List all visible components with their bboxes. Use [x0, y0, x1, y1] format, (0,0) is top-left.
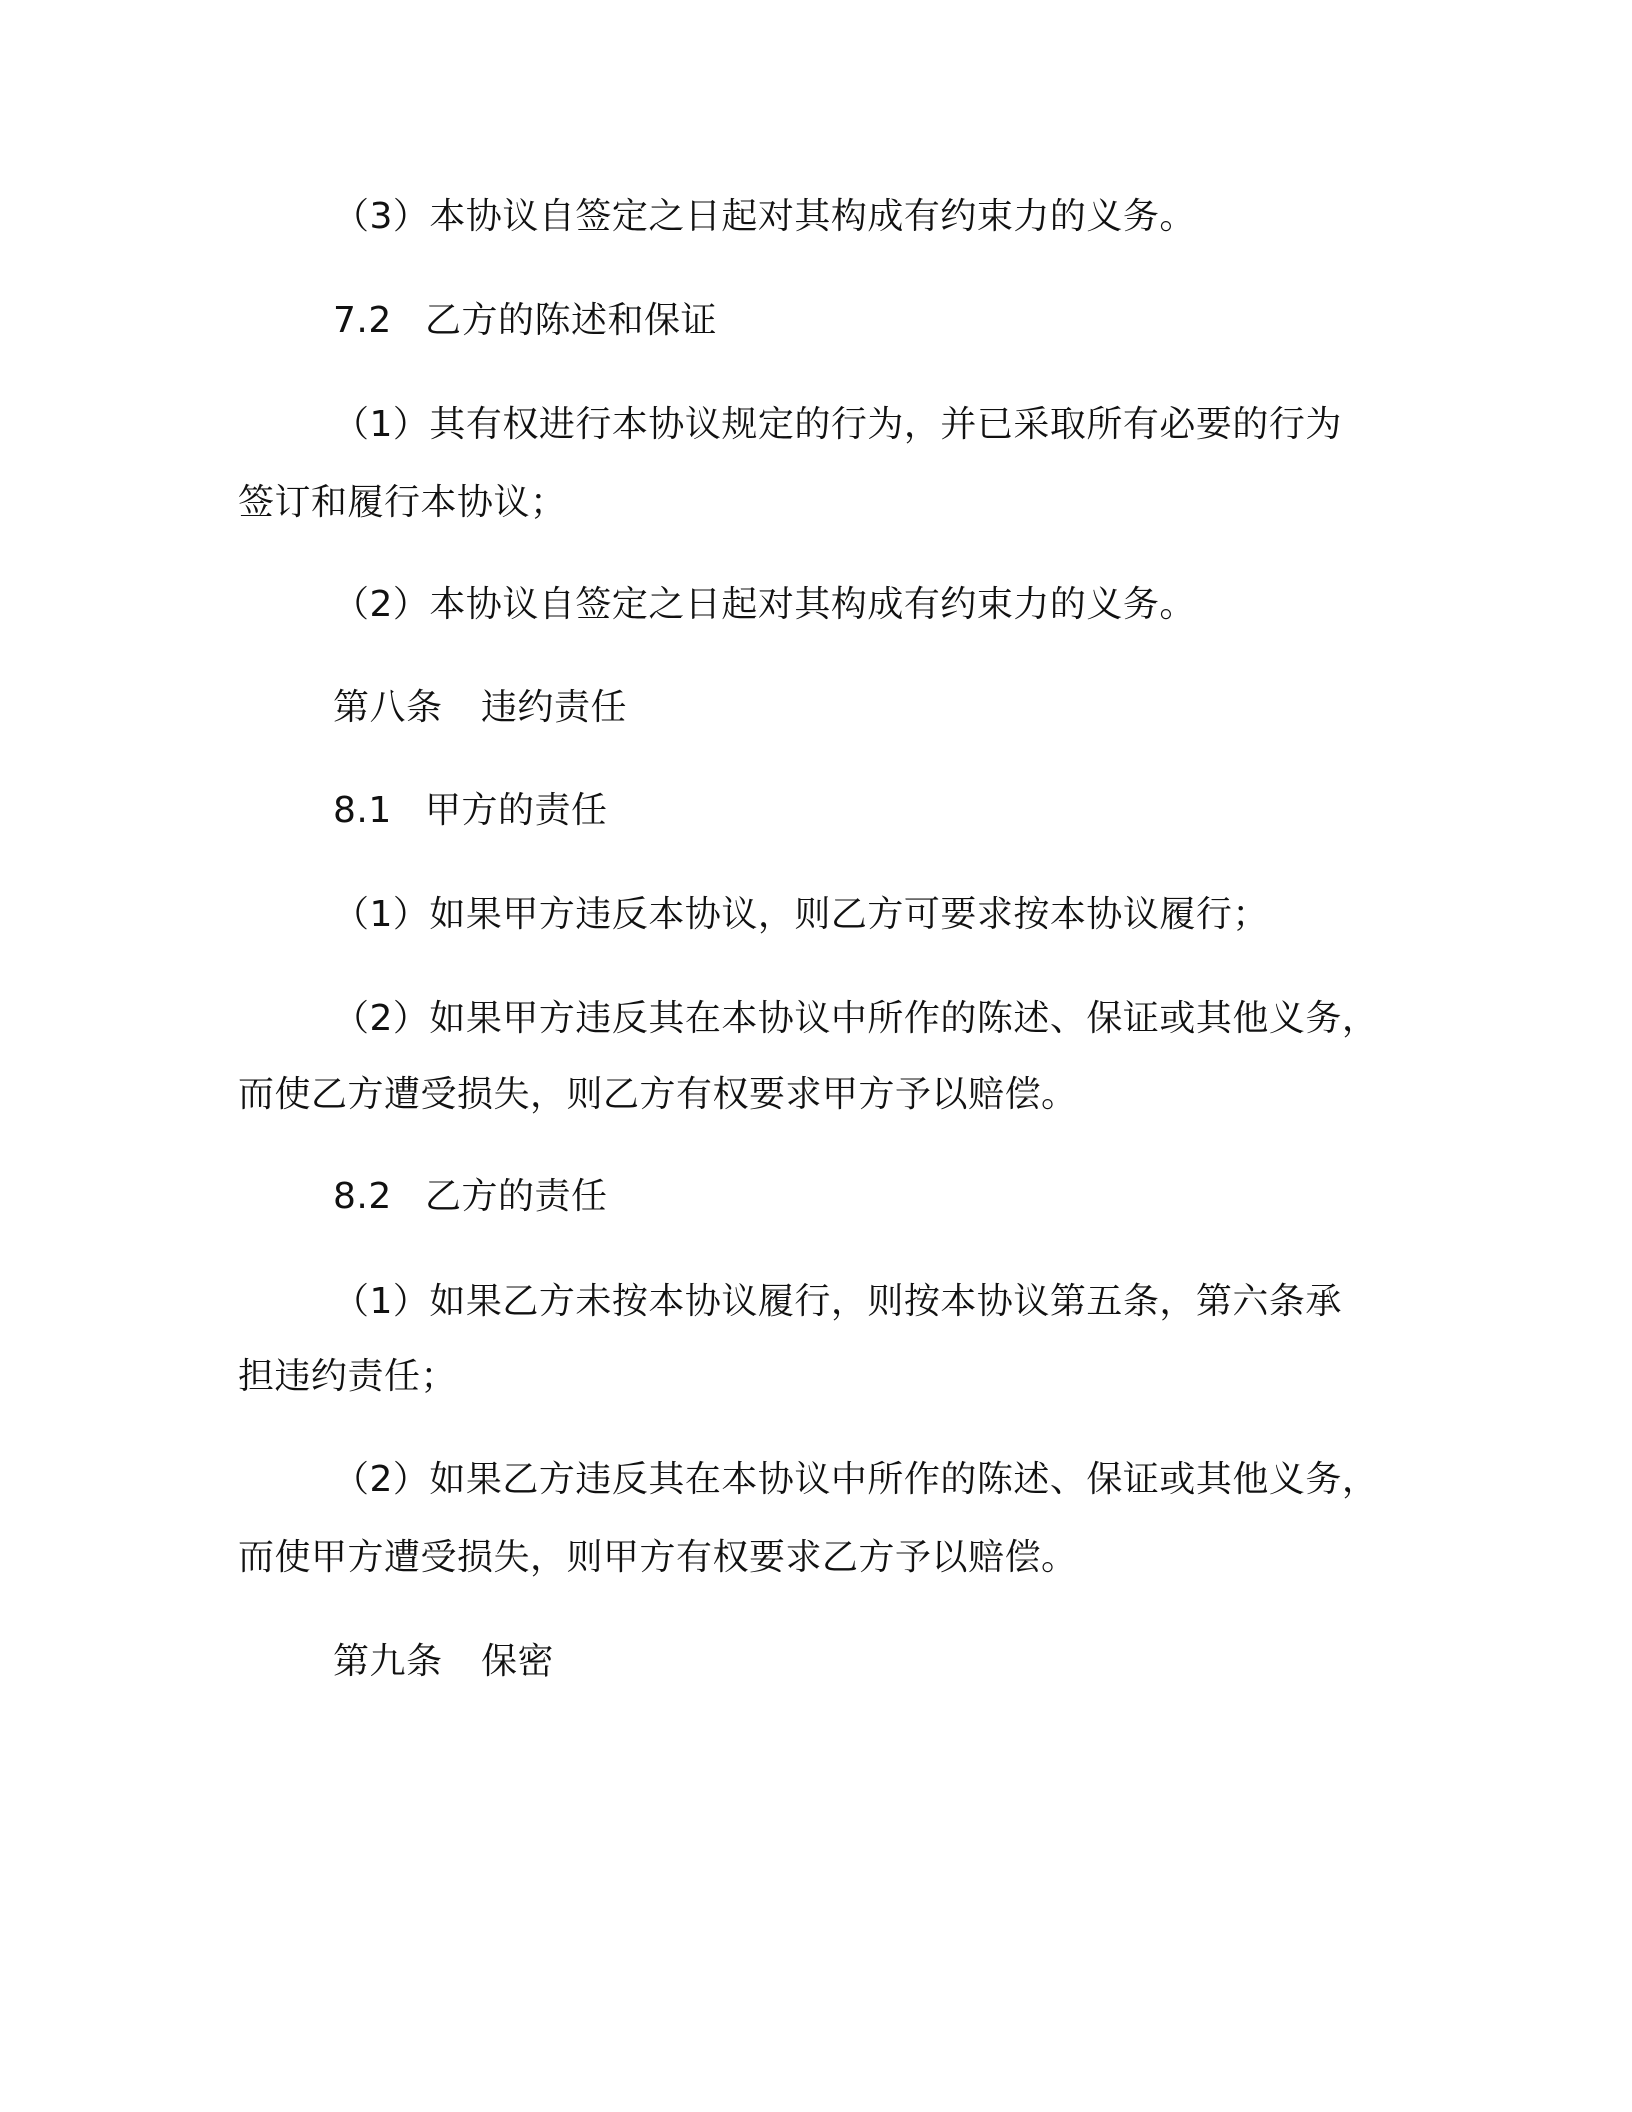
- clause-8-2-item-1-line-2: [238, 1355, 457, 1399]
- paragraph-text: （1）如果甲方违反本协议，则乙方可要求按本协议履行；: [333, 894, 1269, 935]
- article-heading-8: [333, 686, 627, 730]
- paragraph-text: （2）如果乙方违反其在本协议中所作的陈述、保证或其他义务，: [333, 1459, 1379, 1500]
- article-number: 第八条: [333, 687, 443, 728]
- section-heading-8-2: [333, 1175, 608, 1219]
- article-title: 违约责任: [481, 687, 628, 728]
- paragraph-text: 签订和履行本协议；: [238, 482, 567, 523]
- paragraph-text: （3）本协议自签定之日起对其构成有约束力的义务。: [333, 196, 1196, 237]
- section-number: 8.2: [333, 1176, 392, 1217]
- section-heading-7-2: [333, 299, 717, 343]
- paragraph-text: 而使乙方遭受损失，则乙方有权要求甲方予以赔偿。: [238, 1074, 1078, 1115]
- clause-8-1-item-2-line-2: [238, 1073, 1078, 1117]
- section-title: 乙方的责任: [425, 1176, 608, 1217]
- clause-8-2-item-2-line-2: [238, 1536, 1078, 1580]
- section-title: 甲方的责任: [425, 790, 608, 831]
- paragraph-text: （2）如果甲方违反其在本协议中所作的陈述、保证或其他义务，: [333, 998, 1379, 1039]
- paragraph-text: （1）如果乙方未按本协议履行，则按本协议第五条，第六条承: [333, 1281, 1342, 1322]
- clause-7-2-item-2: [333, 583, 1196, 627]
- clause-8-2-item-1-line-1: [333, 1280, 1342, 1324]
- section-number: 7.2: [333, 300, 392, 341]
- clause-7-1-item-3: [333, 195, 1196, 239]
- paragraph-text: 而使甲方遭受损失，则甲方有权要求乙方予以赔偿。: [238, 1537, 1078, 1578]
- section-number: 8.1: [333, 790, 392, 831]
- clause-8-1-item-2-line-1: [333, 997, 1378, 1041]
- clause-8-1-item-1: [333, 893, 1269, 937]
- clause-8-2-item-2-line-1: [333, 1458, 1378, 1502]
- article-title: 保密: [481, 1641, 555, 1682]
- clause-7-2-item-1-line-2: [238, 481, 567, 525]
- clause-7-2-item-1-line-1: [333, 403, 1342, 447]
- paragraph-text: （2）本协议自签定之日起对其构成有约束力的义务。: [333, 584, 1196, 625]
- article-number: 第九条: [333, 1641, 443, 1682]
- article-heading-9: [333, 1640, 554, 1684]
- paragraph-text: 担违约责任；: [238, 1356, 458, 1397]
- section-title: 乙方的陈述和保证: [425, 300, 718, 341]
- paragraph-text: （1）其有权进行本协议规定的行为，并已采取所有必要的行为: [333, 404, 1342, 445]
- section-heading-8-1: [333, 789, 608, 833]
